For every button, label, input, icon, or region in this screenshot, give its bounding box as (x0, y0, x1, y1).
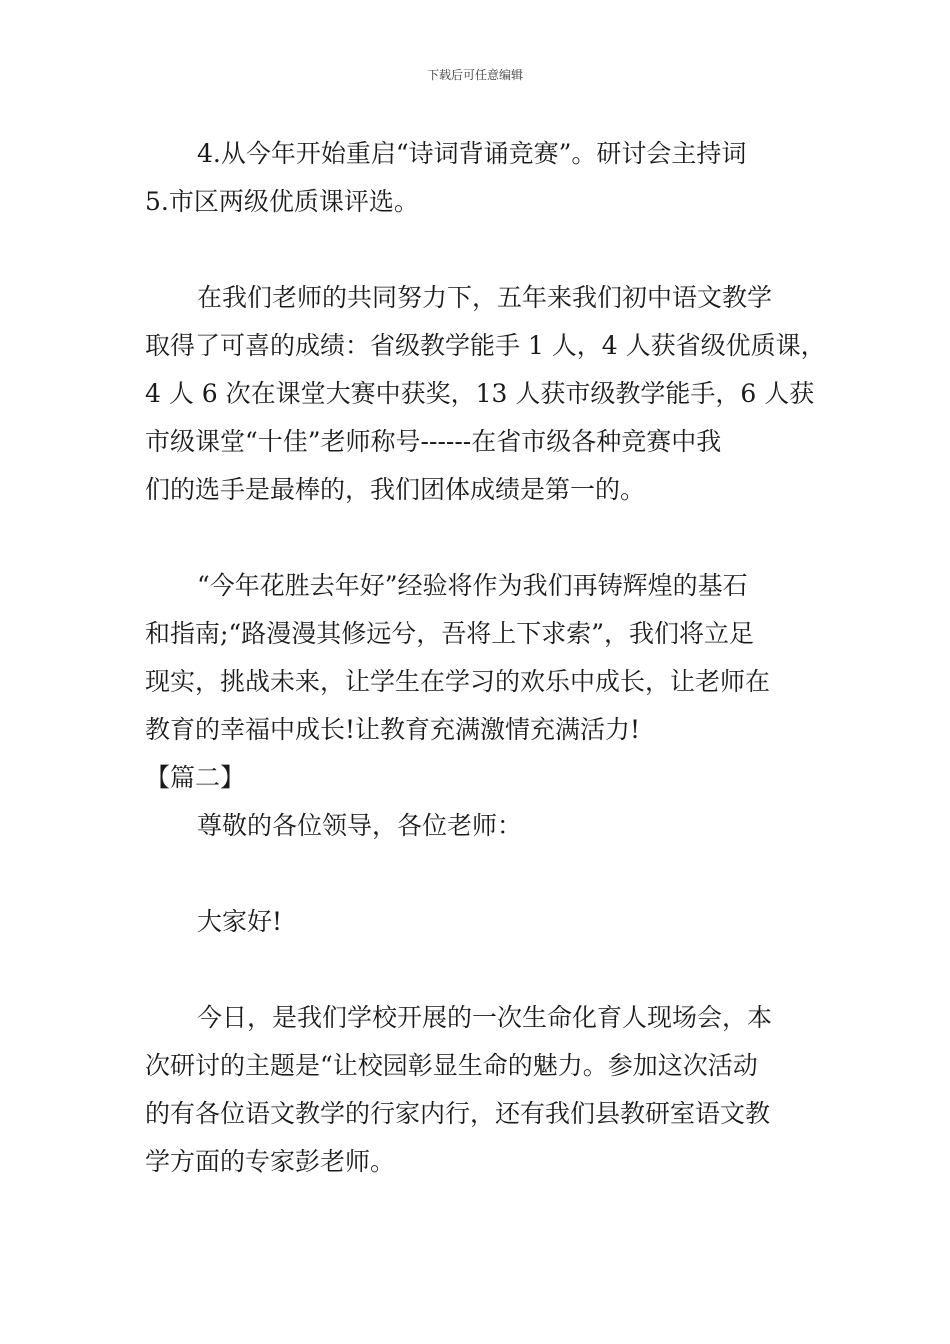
paragraph-gap (145, 850, 815, 898)
paragraph-1-line: 4 人 6 次在课堂大赛中获奖，13 人获市级教学能手，6 人获 (145, 379, 815, 408)
paragraph-3-line: 次研讨的主题是“让校园彰显生命的魅力。参加这次活动 (145, 1051, 758, 1080)
paragraph-gap (145, 514, 815, 562)
paragraph-gap (145, 946, 815, 994)
paragraph-1-line: 在我们老师的共同努力下，五年来我们初中语文教学 (197, 283, 773, 312)
paragraph-3-line: 学方面的专家彭老师。 (145, 1147, 396, 1176)
paragraph-2-line: “今年花胜去年好”经验将作为我们再铸辉煌的基石 (197, 571, 748, 600)
list-item-5: 5.市区两级优质课评选。 (145, 187, 419, 216)
paragraph-2-line: 现实，挑战未来，让学生在学习的欢乐中成长，让老师在 (145, 667, 771, 696)
paragraph-2-line: 教育的幸福中成长!让教育充满激情充满活力! (145, 715, 641, 744)
paragraph-3-line: 今日，是我们学校开展的一次生命化育人现场会，本 (197, 1003, 773, 1032)
paragraph-1-line: 取得了可喜的成绩：省级教学能手 1 人，4 人获省级优质课， (145, 331, 826, 360)
greeting: 大家好! (197, 907, 283, 936)
page-header: 下载后可任意编辑 (426, 68, 523, 82)
paragraph-gap (145, 226, 815, 274)
paragraph-2-line: 和指南;“路漫漫其修远兮，吾将上下求索”，我们将立足 (145, 619, 754, 648)
paragraph-1-line: 们的选手是最棒的，我们团体成绩是第一的。 (145, 475, 646, 504)
section-title: 【篇二】 (145, 763, 246, 792)
paragraph-1-line: 市级课堂“十佳”老师称号------在省市级各种竞赛中我 (145, 427, 722, 456)
list-item-4: 4.从今年开始重启“诗词背诵竞赛”。研讨会主持词 (197, 139, 747, 168)
salutation: 尊敬的各位领导，各位老师： (197, 811, 523, 840)
paragraph-3-line: 的有各位语文教学的行家内行，还有我们县教研室语文教 (145, 1099, 771, 1128)
document-body (145, 130, 826, 1186)
